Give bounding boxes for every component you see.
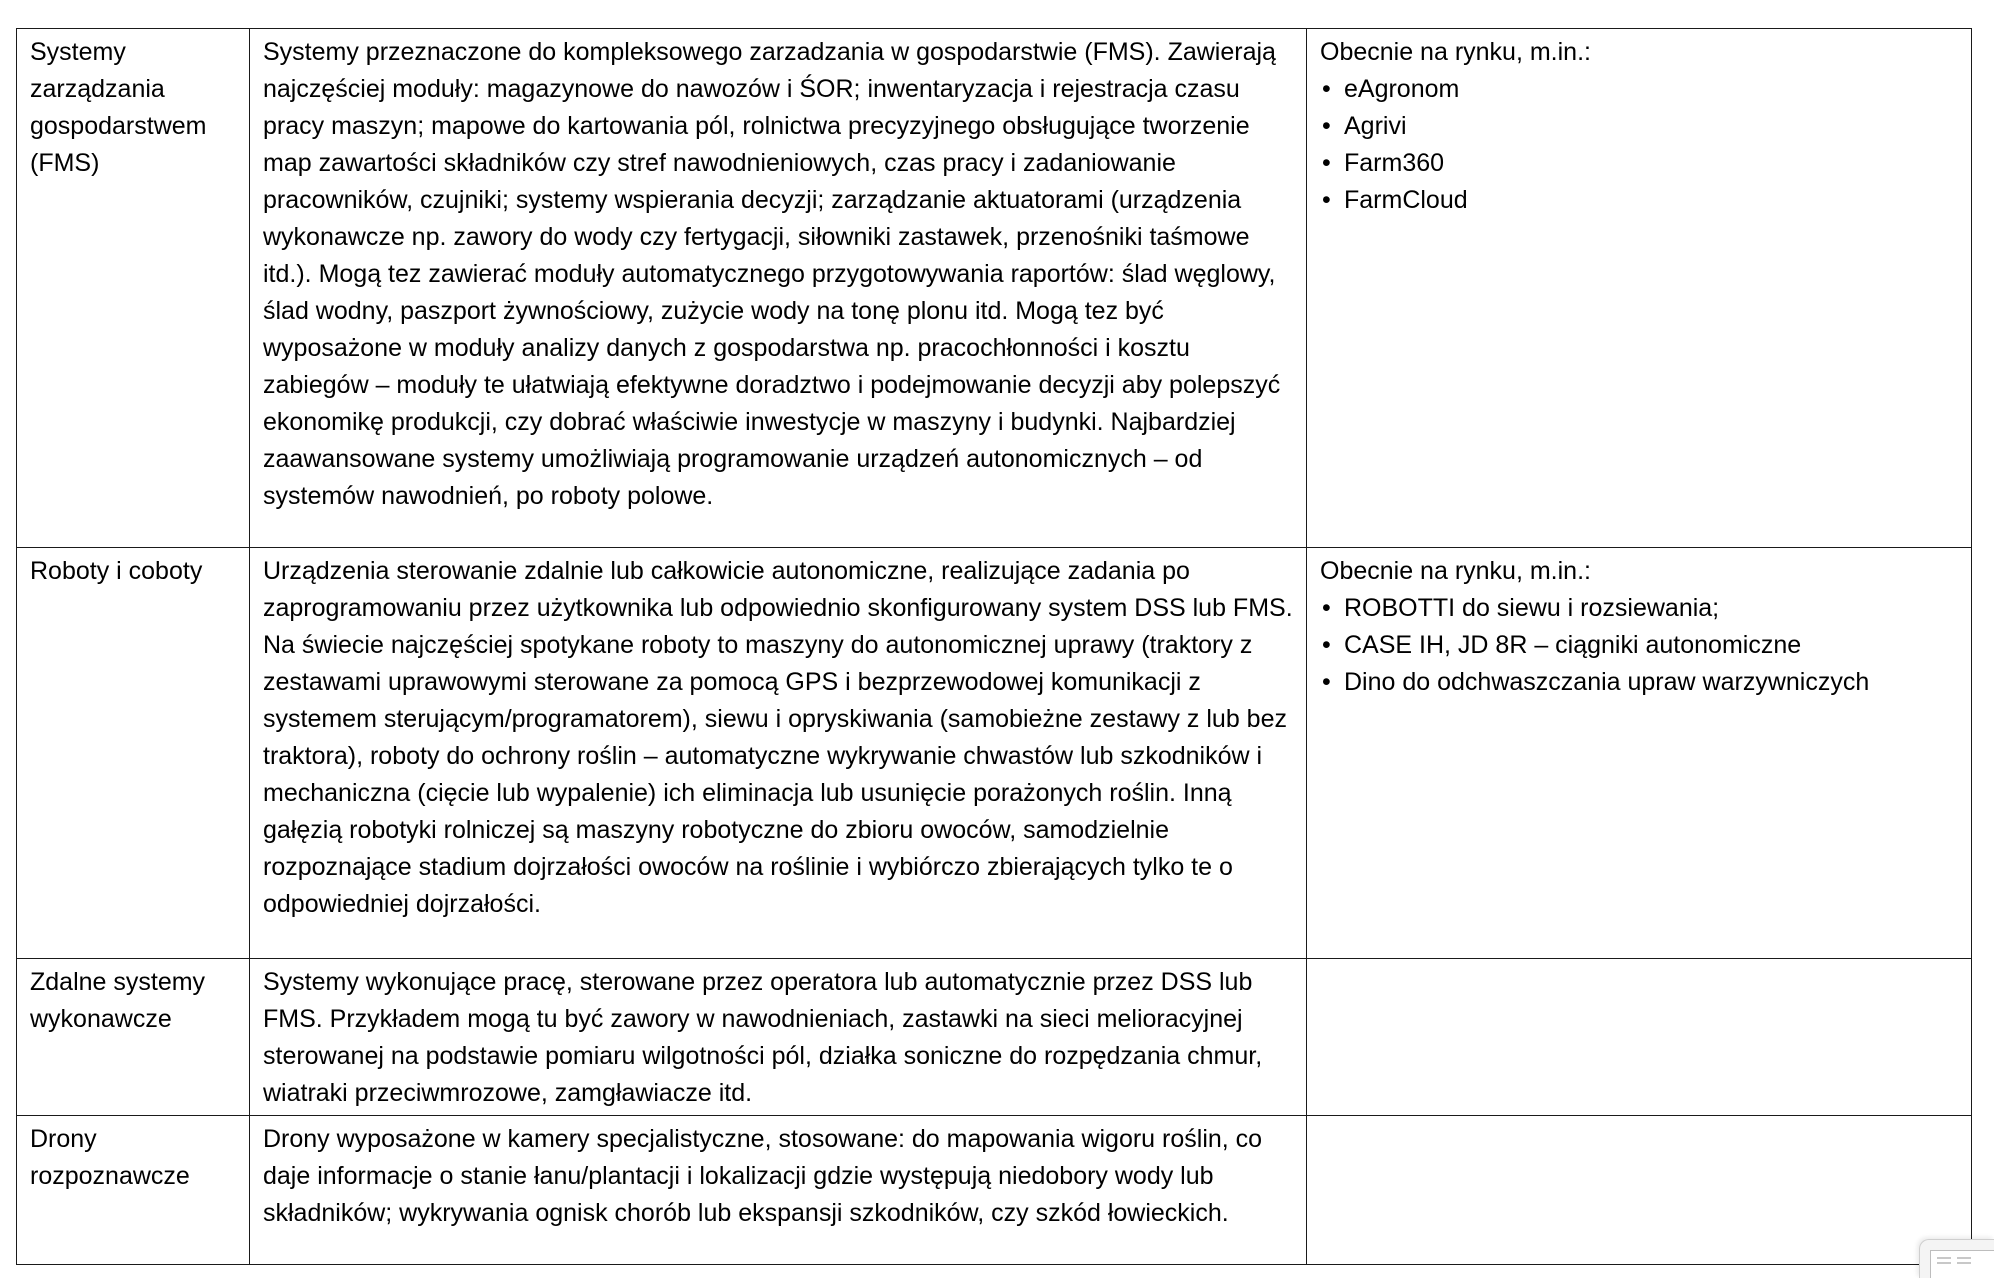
description-text: Systemy wykonujące pracę, sterowane przez operatora lub automatycznie przez DSS lub FMS. Przykładem mogą tu być zawory w nawodnieniach, zastawki na sieci melioracyjnej sterowanej na podstawie pomiaru wilgotności pól, działka soniczne do rozpędzania chmur, wiatraki przeciwmrozowe, zamgławiacze itd.	[263, 968, 1263, 1107]
description-cell	[250, 1116, 1307, 1265]
list-item: • eAgronom	[1320, 71, 1958, 108]
list-item: • FarmCloud	[1320, 182, 1958, 219]
description-cell	[250, 29, 1307, 548]
market-cell	[1307, 548, 1972, 959]
description-text: Urządzenia sterowanie zdalnie lub całkowicie autonomiczne, realizujące zadania po zaprogramowaniu przez użytkownika lub odpowiednio skonfigurowany system DSS lub FMS. Na świecie najczęściej spotykane roboty to maszyny do autonomicznej uprawy (traktory z zestawami uprawowymi sterowane za pomocą GPS i bezprzewodowej komunikacji z systemem sterującym/programatorem), siewu i opryskiwania (samobieżne zestawy z lub bez traktora), roboty do ochrony roślin – automatyczne wykrywanie chwastów lub szkodników i mechaniczna (cięcie lub wypalenie) ich eliminacja lub usunięcie porażonych roślin. Inną gałęzią robotyki rolniczej są maszyny robotyczne do zbioru owoców, samodzielnie rozpoznające stadium dojrzałości owoców na roślinie i wybiórczo zbierających tylko te o odpowiedniej dojrzałości.	[263, 557, 1293, 918]
list-item: • Farm360	[1320, 145, 1958, 182]
table-row	[17, 959, 1972, 1116]
bullet-icon: •	[1322, 149, 1331, 177]
market-label: Obecnie na rynku, m.in.:	[1320, 557, 1591, 585]
category-label: Drony rozpoznawcze	[30, 1125, 190, 1190]
description-text: Systemy przeznaczone do kompleksowego zarzadzania w gospodarstwie (FMS). Zawierają najczęściej moduły: magazynowe do nawozów i ŚOR; inwentaryzacja i rejestracja czasu pracy maszyn; mapowe do kartowania pól, rolnictwa precyzyjnego obsługujące tworzenie map zawartości składników czy stref nawodnieniowych, czas pracy i zadaniowanie pracowników, czujniki; systemy wspierania decyzji; zarządzanie aktuatorami (urządzenia wykonawcze np. zawory do wody czy fertygacji, siłowniki zastawek, przenośniki taśmowe itd.). Mogą tez zawierać moduły automatycznego przygotowywania raportów: ślad węglowy, ślad wodny, paszport żywnościowy, zużycie wody na tonę plonu itd. Mogą tez być wyposażone w moduły analizy danych z gospodarstwa np. pracochłonności i kosztu zabiegów – moduły te ułatwiają efektywne doradztwo i podejmowanie decyzji aby polepszyć ekonomikę produkcji, czy dobrać właściwie inwestycje w maszyny i budynki. Najbardziej zaawansowane systemy umożliwiają programowanie urządzeń autonomicznych – od systemów nawodnień, po roboty polowe.	[263, 38, 1281, 510]
description-cell	[250, 548, 1307, 959]
market-list	[1320, 590, 1958, 701]
list-item: • CASE IH, JD 8R – ciągniki autonomiczne	[1320, 627, 1958, 664]
technology-table	[16, 28, 1972, 1265]
category-cell	[17, 1116, 250, 1265]
bullet-icon: •	[1322, 594, 1331, 622]
description-cell	[250, 959, 1307, 1116]
bullet-icon: •	[1322, 631, 1331, 659]
list-item: • Dino do odchwaszczania upraw warzywniczych	[1320, 664, 1958, 701]
table-row	[17, 29, 1972, 548]
market-cell-empty	[1307, 1116, 1972, 1265]
thumbnail-preview-icon	[1930, 1250, 1994, 1278]
table-row	[17, 548, 1972, 959]
category-label: Zdalne systemy wykonawcze	[30, 968, 206, 1033]
description-text: Drony wyposażone w kamery specjalistyczne, stosowane: do mapowania wigoru roślin, co daje informacje o stanie łanu/plantacji i lokalizacji gdzie występują niedobory wody lub składników; wykrywania ognisk chorób lub ekspansji szkodników, czy szkód łowieckich.	[263, 1125, 1263, 1227]
bullet-icon: •	[1322, 186, 1331, 214]
category-cell	[17, 959, 250, 1116]
category-cell	[17, 29, 250, 548]
market-label: Obecnie na rynku, m.in.:	[1320, 38, 1591, 66]
list-item: • Agrivi	[1320, 108, 1958, 145]
bullet-icon: •	[1322, 668, 1331, 696]
category-label: Systemy zarządzania gospodarstwem (FMS)	[30, 38, 207, 177]
category-label: Roboty i coboty	[30, 557, 203, 585]
market-cell	[1307, 29, 1972, 548]
category-cell	[17, 548, 250, 959]
bullet-icon: •	[1322, 75, 1331, 103]
market-cell-empty	[1307, 959, 1972, 1116]
market-list	[1320, 71, 1958, 219]
list-item: • ROBOTTI do siewu i rozsiewania;	[1320, 590, 1958, 627]
page-thumbnail[interactable]	[1919, 1239, 1994, 1278]
table-row	[17, 1116, 1972, 1265]
bullet-icon: •	[1322, 112, 1331, 140]
